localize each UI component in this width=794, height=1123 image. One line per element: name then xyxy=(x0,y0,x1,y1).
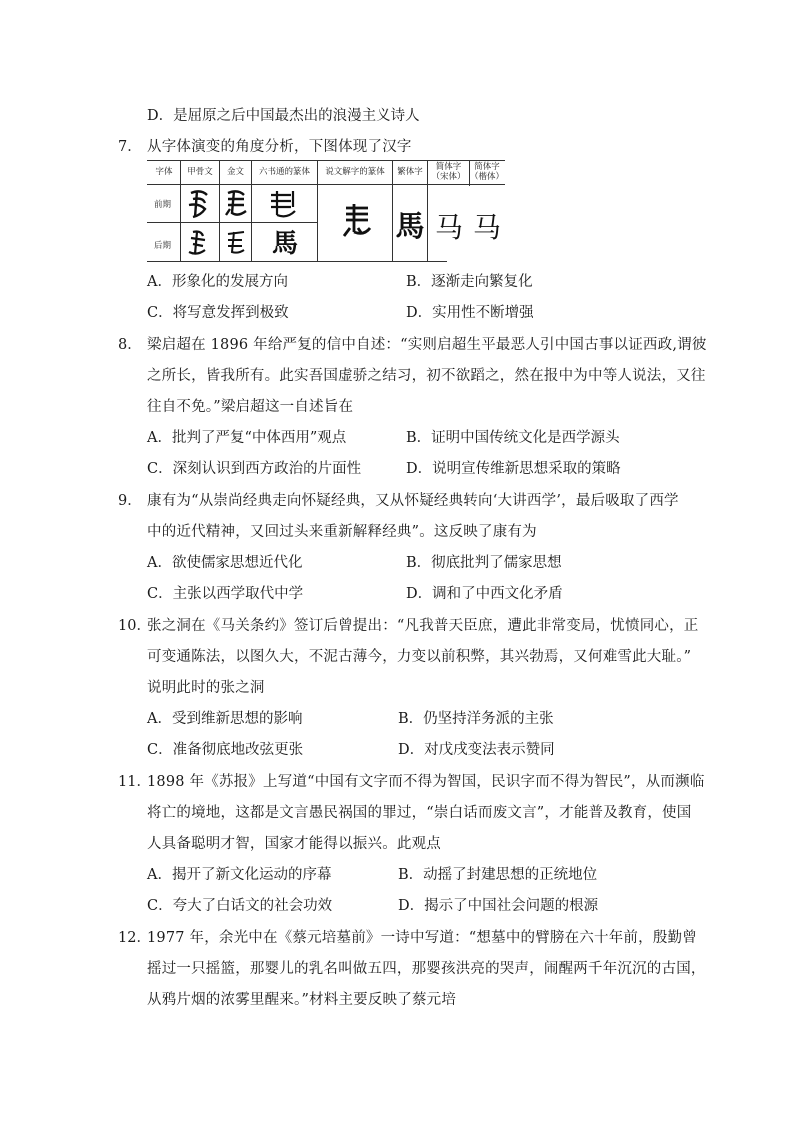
q6-option-d: D．是屈原之后中国最杰出的浪漫主义诗人 xyxy=(147,108,420,124)
q8-line-3: 往自不免。”梁启超这一自述旨在 xyxy=(147,399,354,415)
header-song-2: （宋体） xyxy=(431,172,466,182)
q10-line-1: 张之洞在《马关条约》签订后曾提出：“凡我普天臣庶，遭此非常变局，忧愤同心，正 xyxy=(147,618,699,634)
q11-option-c: C．夸大了白话文的社会功效 xyxy=(147,898,333,914)
header-ziti: 字体 xyxy=(155,167,173,177)
q10-option-d: D．对戊戌变法表示赞同 xyxy=(398,742,555,758)
jinwen-late-glyph xyxy=(222,226,250,259)
header-liushutong: 六书通的篆体 xyxy=(258,167,310,177)
q10-option-a: A．受到维新思想的影响 xyxy=(147,711,303,727)
q7-option-b: B．逐渐走向繁复化 xyxy=(406,274,533,290)
header-jinwen: 金文 xyxy=(226,167,244,177)
q11-line-1: 1898 年《苏报》上写道“中国有文字而不得为智国，民识字而不得为智民”，从而濒临 xyxy=(147,774,705,790)
liushutong-early-glyph xyxy=(265,187,305,220)
q11-number: 11． xyxy=(118,774,151,790)
jiaguwen-early-glyph xyxy=(183,187,217,220)
q9-line-2: 中的近代精神，又回过头来重新解释经典”。这反映了康有为 xyxy=(147,524,537,540)
q9-option-d: D．调和了中西文化矛盾 xyxy=(406,586,563,602)
q8-number: 8． xyxy=(118,337,142,353)
character-evolution-table xyxy=(147,160,505,262)
liushutong-late-glyph: 馬 xyxy=(271,229,298,259)
q7-option-d: D．实用性不断增强 xyxy=(406,305,534,321)
header-fanti: 繁体字 xyxy=(397,167,423,177)
q7-number: 7． xyxy=(118,139,142,155)
shuowen-glyph xyxy=(340,202,374,240)
q9-option-b: B．彻底批判了儒家思想 xyxy=(406,555,562,571)
header-kai-1: 简体字 xyxy=(474,162,500,172)
q11-option-d: D．揭示了中国社会问题的根源 xyxy=(398,898,599,914)
q11-option-b: B．动摇了封建思想的正统地位 xyxy=(398,867,598,883)
q8-line-1: 梁启超在 1896 年给严复的信中自述：“实则启超生平最恶人引中国古事以证西政,谓彼 xyxy=(147,337,707,353)
q7-stem: 从字体演变的角度分析，下图体现了汉字 xyxy=(147,139,412,155)
q9-number: 9． xyxy=(118,493,142,509)
fanti-glyph: 馬 xyxy=(395,209,425,243)
header-jiaguwen: 甲骨文 xyxy=(187,167,213,177)
q8-option-a: A．批判了严复“中体西用”观点 xyxy=(147,430,347,446)
q12-line-2: 摇过一只摇篮，那婴儿的乳名叫做五四，那婴孩洪亮的哭声，闹醒两千年沉沉的古国， xyxy=(147,961,706,977)
q8-option-b: B．证明中国传统文化是西学源头 xyxy=(406,430,620,446)
q7-option-a: A．形象化的发展方向 xyxy=(147,274,288,290)
q12-line-1: 1977 年，余光中在《蔡元培墓前》一诗中写道：“想墓中的臂膀在六十年前，殷勤曾 xyxy=(147,930,697,946)
q10-option-b: B．仍坚持洋务派的主张 xyxy=(398,711,554,727)
q12-number: 12． xyxy=(118,930,151,946)
row-label-early: 前期 xyxy=(154,200,172,210)
q10-option-c: C．准备彻底地改弦更张 xyxy=(147,742,304,758)
q9-option-c: C．主张以西学取代中学 xyxy=(147,586,304,602)
q10-number: 10． xyxy=(118,618,151,634)
header-shuowen: 说文解字的篆体 xyxy=(325,167,385,177)
q11-line-2: 将亡的境地，这都是文言愚民祸国的罪过，“崇白话而废文言”，才能普及教育，使国 xyxy=(147,805,692,821)
jinwen-early-glyph xyxy=(222,187,250,220)
q12-line-3: 从鸦片烟的浓雾里醒来。”材料主要反映了蔡元培 xyxy=(147,992,457,1008)
song-glyph: 马 xyxy=(434,211,463,244)
q11-option-a: A．揭开了新文化运动的序幕 xyxy=(147,867,332,883)
kai-glyph: 马 xyxy=(472,211,501,244)
q8-option-c: C．深刻认识到西方政治的片面性 xyxy=(147,461,362,477)
q9-line-1: 康有为“从崇尚经典走向怀疑经典，又从怀疑经典转向‘大讲西学’，最后吸取了西学 xyxy=(147,493,679,509)
header-kai-2: （楷体） xyxy=(469,172,504,182)
q9-option-a: A．欲使儒家思想近代化 xyxy=(147,555,303,571)
q10-line-3: 说明此时的张之洞 xyxy=(147,680,265,696)
jiaguwen-late-glyph xyxy=(183,226,217,259)
header-song-1: 简体字 xyxy=(435,162,462,172)
q7-option-c: C．将写意发挥到极致 xyxy=(147,305,289,321)
q11-line-3: 人具备聪明才智，国家才能得以振兴。此观点 xyxy=(147,836,441,852)
q10-line-2: 可变通陈法，以图久大，不泥古薄今，力变以前积弊，其兴勃焉，又何难雪此大耻。” xyxy=(147,649,692,665)
row-label-late: 后期 xyxy=(154,241,172,251)
q8-option-d: D．说明宣传维新思想采取的策略 xyxy=(406,461,621,477)
q8-line-2: 之所长，皆我所有。此实吾国虚骄之结习，初不欲蹈之，然在报中为中等人说法，又往 xyxy=(147,368,706,384)
